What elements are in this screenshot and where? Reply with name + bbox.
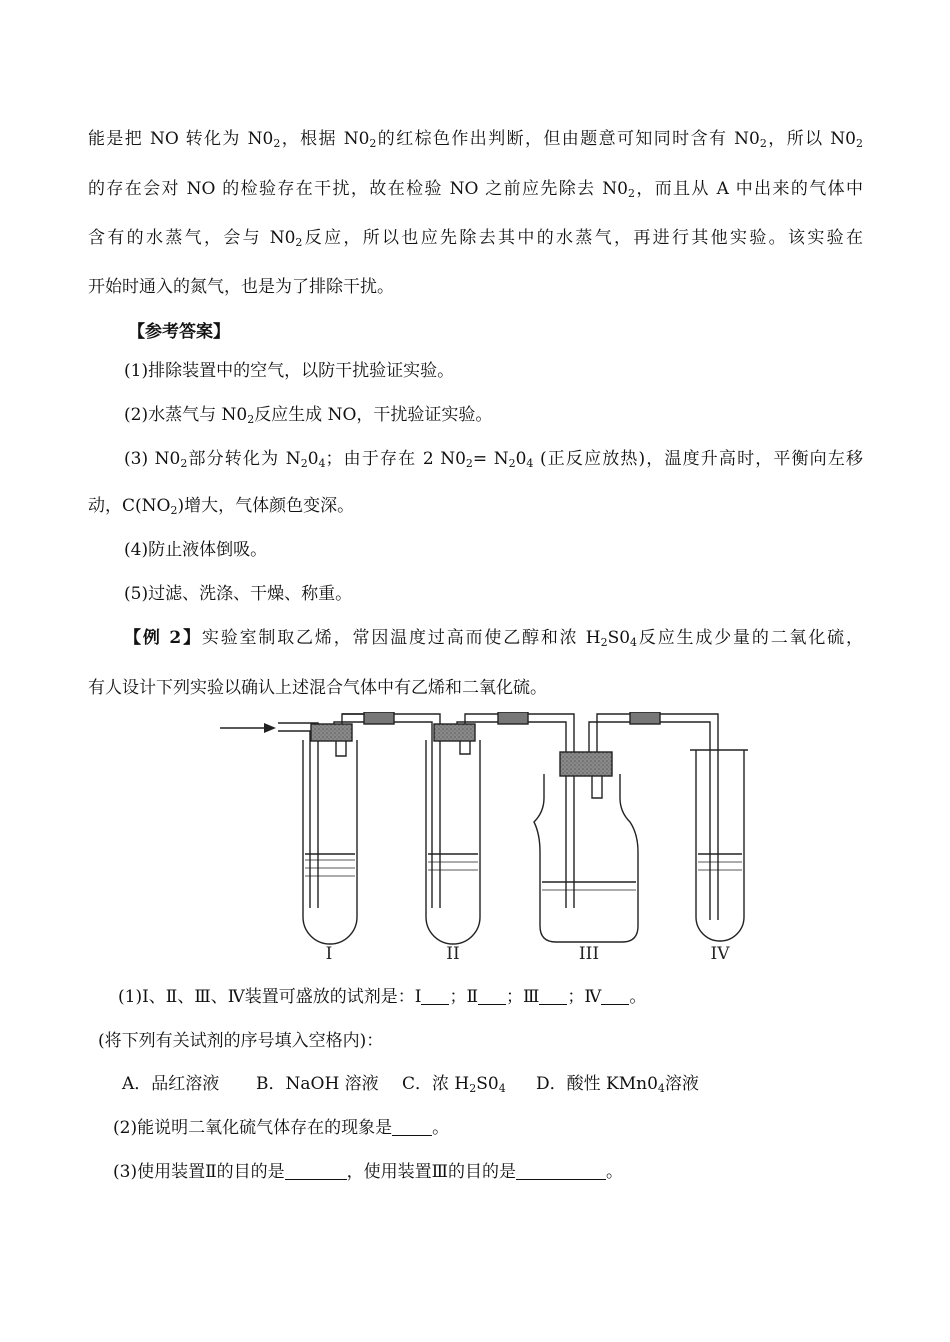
answer-4: (4)防止液体倒吸。: [124, 540, 268, 560]
apparatus-label-2: II: [446, 944, 460, 964]
example-label: 【例 2】: [124, 628, 202, 648]
answer-blank-4[interactable]: [601, 988, 629, 1005]
answer-5: (5)过滤、洗涤、干燥、称重。: [124, 584, 353, 604]
para1-line1: 能是把 NO 转化为 $N0_2$，根据 $N0_2$的红棕色作出判断，但由题意可知同时含有 $N0_2$，所以 $N0_2$: [88, 129, 863, 150]
answer-blank-3[interactable]: [539, 988, 567, 1005]
question-1: (1)I、Ⅱ、Ⅲ、Ⅳ装置可盛放的试剂是：I ；Ⅱ ；Ⅲ ；Ⅳ 。: [118, 987, 647, 1007]
option-b: B．NaOH 溶液: [256, 1074, 379, 1094]
inlet-arrow-icon: [220, 723, 276, 733]
apparatus-label-4: IV: [710, 944, 730, 964]
answer-blank-6[interactable]: [285, 1163, 347, 1180]
gas-washing-bottle-3: [534, 714, 638, 942]
answer-heading: 【参考答案】: [128, 322, 230, 342]
answer-3-line2: 动，$C(NO_2)$增大，气体颜色变深。: [88, 496, 355, 517]
apparatus-label-1: I: [325, 944, 333, 964]
answer-3-line1: (3) $N0_2$部分转化为 $N_20_4$；由于存在 2 $N0_2= N_20_4$ (正反应放热)，温度升高时，平衡向左移: [124, 449, 863, 470]
answer-blank-1[interactable]: [421, 988, 449, 1005]
answer-blank-7[interactable]: [516, 1163, 606, 1180]
para1-line4: 开始时通入的氮气，也是为了排除干扰。: [88, 277, 394, 297]
apparatus-figure: [218, 712, 748, 968]
answer-blank-2[interactable]: [478, 988, 506, 1005]
test-tube-4: [690, 750, 748, 941]
test-tube-2: [426, 714, 498, 944]
question-2: (2)能说明二氧化硫气体存在的现象是 。: [113, 1118, 450, 1138]
answer-blank-5[interactable]: [392, 1119, 432, 1136]
test-tube-1: [303, 714, 372, 944]
option-c: C．浓 $H_2S0_4$: [402, 1074, 506, 1095]
option-d: D．酸性 $KMn0_4$溶液: [536, 1074, 699, 1095]
para1-line2: 的存在会对 NO 的检验存在干扰，故在检验 NO 之前应先除去 $N0_2$，而且从 A 中出来的气体中: [88, 179, 863, 200]
answer-1: (1)排除装置中的空气，以防干扰验证实验。: [124, 361, 455, 381]
example-2-line1: 【例 2】实验室制取乙烯，常因温度过高而使乙醇和浓 $H_2S0_4$反应生成少量的二氧化硫，: [124, 628, 864, 649]
answer-2: (2)水蒸气与 $N0_2$反应生成 NO，干扰验证实验。: [124, 405, 493, 426]
question-3: (3)使用装置Ⅱ的目的是 ，使用装置Ⅲ的目的是 。: [113, 1162, 624, 1182]
para1-line3: 含有的水蒸气，会与 $N0_2$反应，所以也应先除去其中的水蒸气，再进行其他实验。该实验在: [88, 228, 863, 249]
example-2-line2: 有人设计下列实验以确认上述混合气体中有乙烯和二氧化硫。: [88, 678, 547, 698]
apparatus-label-3: III: [578, 944, 600, 964]
question-1-note: (将下列有关试剂的序号填入空格内)：: [98, 1031, 384, 1051]
option-a: A．品红溶液: [122, 1074, 220, 1094]
